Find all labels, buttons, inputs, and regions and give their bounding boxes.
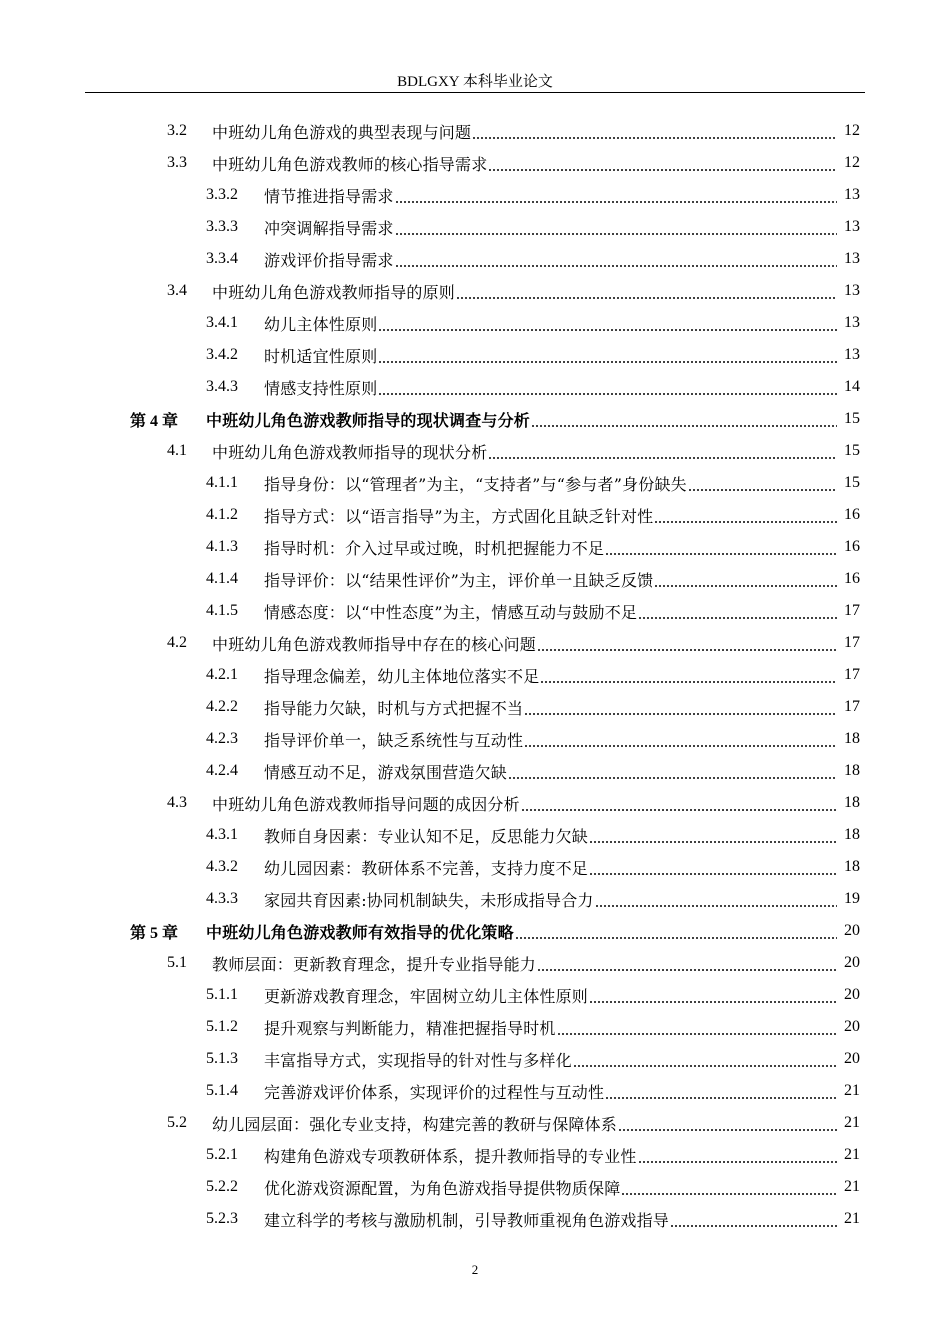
- toc-entry[interactable]: [206, 883, 860, 915]
- toc-dot-leader: [540, 674, 837, 684]
- toc-entry-page: 18: [844, 826, 860, 843]
- toc-dot-leader: [638, 1154, 837, 1164]
- toc-entry-title: 指导身份：以“管理者”为主，“支持者”与“参与者”身份缺失: [264, 474, 687, 494]
- toc-dot-leader: [537, 962, 837, 972]
- toc-entry-page: 15: [844, 474, 860, 491]
- toc-entry-title: 中班幼儿角色游戏教师指导的现状调查与分析: [206, 410, 531, 430]
- toc-entry-page: 20: [844, 1018, 860, 1035]
- toc-entry[interactable]: [206, 339, 860, 371]
- toc-entry-page: 21: [844, 1146, 860, 1163]
- toc-entry-number: 4.2.3: [206, 730, 238, 747]
- toc-entry-title: 中班幼儿角色游戏教师指导的原则: [212, 282, 456, 302]
- toc-dot-leader: [589, 866, 837, 876]
- toc-entry-title: 时机适宜性原则: [264, 346, 378, 366]
- toc-entry-title: 幼儿园层面：强化专业支持，构建完善的教研与保障体系: [212, 1114, 618, 1134]
- toc-entry-title: 指导理念偏差，幼儿主体地位落实不足: [264, 666, 540, 686]
- toc-dot-leader: [524, 706, 837, 716]
- toc-entry-page: 17: [844, 698, 860, 715]
- toc-entry-title: 幼儿主体性原则: [264, 314, 378, 334]
- toc-entry-number: 3.3.3: [206, 218, 238, 235]
- toc-entry[interactable]: [206, 211, 860, 243]
- toc-entry[interactable]: [206, 1203, 860, 1235]
- toc-entry-number: 4.3: [167, 794, 187, 811]
- toc-entry-number: 5.2.1: [206, 1146, 238, 1163]
- toc-entry-number: 4.3.3: [206, 890, 238, 907]
- toc-entry-title: 指导方式：以“语言指导”为主，方式固化且缺乏针对性: [264, 506, 654, 526]
- toc-entry-number: 3.4: [167, 282, 187, 299]
- toc-entry-number: 4.1.3: [206, 538, 238, 555]
- toc-entry[interactable]: [206, 1171, 860, 1203]
- toc-entry-title: 教师层面：更新教育理念，提升专业指导能力: [212, 954, 537, 974]
- toc-entry-page: 13: [844, 282, 860, 299]
- toc-entry-title: 更新游戏教育理念，牢固树立幼儿主体性原则: [264, 986, 589, 1006]
- toc-entry-number: 4.1.5: [206, 602, 238, 619]
- toc-entry-title: 中班幼儿角色游戏教师有效指导的优化策略: [206, 922, 514, 942]
- toc-entry[interactable]: [206, 723, 860, 755]
- toc-dot-leader: [531, 418, 837, 428]
- toc-entry[interactable]: [206, 499, 860, 531]
- toc-entry-title: 指导评价单一，缺乏系统性与互动性: [264, 730, 524, 750]
- toc-entry-number: 4.1.2: [206, 506, 238, 523]
- toc-entry-number: 4.2: [167, 634, 187, 651]
- page-number: 2: [471, 1262, 479, 1277]
- toc-entry-title: 完善游戏评价体系，实现评价的过程性与互动性: [264, 1082, 605, 1102]
- toc-entry[interactable]: [206, 243, 860, 275]
- toc-entry-title: 幼儿园因素：教研体系不完善，支持力度不足: [264, 858, 589, 878]
- toc-dot-leader: [557, 1026, 837, 1036]
- header-rule: [85, 92, 865, 93]
- toc-entry[interactable]: [206, 1011, 860, 1043]
- toc-dot-leader: [573, 1058, 837, 1068]
- toc-entry-page: 19: [844, 890, 860, 907]
- toc-entry-page: 21: [844, 1114, 860, 1131]
- toc-dot-leader: [654, 578, 837, 588]
- toc-entry[interactable]: [130, 915, 860, 947]
- toc-entry-page: 13: [844, 250, 860, 267]
- toc-dot-leader: [395, 194, 837, 204]
- toc-entry-title: 指导评价：以“结果性评价”为主，评价单一且缺乏反馈: [264, 570, 654, 590]
- toc-dot-leader: [537, 642, 837, 652]
- toc-entry-number: 5.2: [167, 1114, 187, 1131]
- toc-entry[interactable]: [167, 1107, 860, 1139]
- toc-entry[interactable]: [167, 275, 860, 307]
- toc-entry-number: 4.3.1: [206, 826, 238, 843]
- toc-entry-title: 指导时机：介入过早或过晚，时机把握能力不足: [264, 538, 605, 558]
- toc-entry-number: 3.4.3: [206, 378, 238, 395]
- toc-dot-leader: [515, 930, 837, 940]
- toc-dot-leader: [508, 770, 837, 780]
- toc-entry-title: 情感互动不足，游戏氛围营造欠缺: [264, 762, 508, 782]
- toc-entry-page: 17: [844, 666, 860, 683]
- toc-entry-number: 3.2: [167, 122, 187, 139]
- toc-dot-leader: [378, 322, 837, 332]
- toc-entry-number: 第 4 章: [130, 412, 179, 430]
- toc-entry-title: 教师自身因素：专业认知不足，反思能力欠缺: [264, 826, 589, 846]
- toc-entry[interactable]: [206, 307, 860, 339]
- toc-entry-title: 游戏评价指导需求: [264, 250, 394, 270]
- toc-entry[interactable]: [206, 819, 860, 851]
- toc-entry-page: 21: [844, 1210, 860, 1227]
- toc-entry-page: 13: [844, 314, 860, 331]
- toc-dot-leader: [688, 482, 837, 492]
- toc-dot-leader: [618, 1122, 837, 1132]
- toc-entry-page: 21: [844, 1082, 860, 1099]
- toc-entry-title: 提升观察与判断能力，精准把握指导时机: [264, 1018, 556, 1038]
- toc-entry-number: 第 5 章: [130, 924, 179, 942]
- toc-entry-number: 5.1.3: [206, 1050, 238, 1067]
- toc-entry-title: 情感支持性原则: [264, 378, 378, 398]
- toc-entry[interactable]: [206, 371, 860, 403]
- toc-entry-page: 14: [844, 378, 860, 395]
- toc-entry-number: 4.2.4: [206, 762, 238, 779]
- toc-entry[interactable]: [206, 179, 860, 211]
- toc-entry[interactable]: [206, 467, 860, 499]
- toc-dot-leader: [524, 738, 837, 748]
- toc-entry-page: 17: [844, 602, 860, 619]
- toc-entry-title: 建立科学的考核与激励机制，引导教师重视角色游戏指导: [264, 1210, 670, 1230]
- toc-dot-leader: [395, 258, 837, 268]
- toc-entry-title: 中班幼儿角色游戏的典型表现与问题: [212, 122, 472, 142]
- toc-entry-page: 15: [844, 410, 860, 427]
- toc-entry-title: 丰富指导方式，实现指导的针对性与多样化: [264, 1050, 572, 1070]
- toc-entry-page: 18: [844, 762, 860, 779]
- toc-entry-page: 12: [844, 122, 860, 139]
- toc-entry-page: 16: [844, 506, 860, 523]
- toc-entry-number: 5.1.2: [206, 1018, 238, 1035]
- toc-dot-leader: [589, 994, 837, 1004]
- toc-dot-leader: [589, 834, 837, 844]
- toc-entry-page: 13: [844, 186, 860, 203]
- toc-entry-page: 20: [844, 954, 860, 971]
- toc-entry[interactable]: [206, 659, 860, 691]
- toc-dot-leader: [670, 1218, 837, 1228]
- toc-entry[interactable]: [206, 1139, 860, 1171]
- toc-dot-leader: [456, 290, 837, 300]
- toc-entry-title: 中班幼儿角色游戏教师指导问题的成因分析: [212, 794, 520, 814]
- toc-entry-number: 3.4.1: [206, 314, 238, 331]
- toc-entry-page: 18: [844, 794, 860, 811]
- toc-dot-leader: [605, 546, 837, 556]
- toc-entry[interactable]: [130, 403, 860, 435]
- toc-entry-title: 中班幼儿角色游戏教师指导的现状分析: [212, 442, 488, 462]
- toc-entry-number: 4.1.4: [206, 570, 238, 587]
- toc-dot-leader: [378, 354, 837, 364]
- toc-entry-number: 4.1: [167, 442, 187, 459]
- toc-entry-page: 16: [844, 570, 860, 587]
- toc-entry-page: 12: [844, 154, 860, 171]
- toc-entry-page: 18: [844, 730, 860, 747]
- toc-entry-page: 17: [844, 634, 860, 651]
- toc-dot-leader: [395, 226, 837, 236]
- toc-entry-title: 冲突调解指导需求: [264, 218, 394, 238]
- toc-entry-page: 16: [844, 538, 860, 555]
- toc-entry-number: 5.2.3: [206, 1210, 238, 1227]
- toc-entry[interactable]: [206, 595, 860, 627]
- toc-entry[interactable]: [206, 563, 860, 595]
- toc-entry[interactable]: [167, 627, 860, 659]
- toc-entry-page: 21: [844, 1178, 860, 1195]
- toc-dot-leader: [488, 162, 837, 172]
- toc-entry-title: 优化游戏资源配置，为角色游戏指导提供物质保障: [264, 1178, 621, 1198]
- page-header: BDLGXY 本科毕业论文: [397, 74, 553, 90]
- toc-entry-page: 13: [844, 346, 860, 363]
- toc-entry[interactable]: [167, 115, 860, 147]
- toc-dot-leader: [621, 1186, 837, 1196]
- toc-entry-number: 3.3.2: [206, 186, 238, 203]
- toc-entry-number: 5.2.2: [206, 1178, 238, 1195]
- toc-dot-leader: [638, 610, 837, 620]
- toc-entry-page: 18: [844, 858, 860, 875]
- toc-entry[interactable]: [206, 1043, 860, 1075]
- toc-entry[interactable]: [167, 947, 860, 979]
- toc-entry[interactable]: [206, 691, 860, 723]
- toc-entry[interactable]: [206, 851, 860, 883]
- toc-entry-title: 中班幼儿角色游戏教师指导中存在的核心问题: [212, 634, 537, 654]
- toc-entry-page: 20: [844, 922, 860, 939]
- toc-dot-leader: [472, 130, 837, 140]
- toc-entry-number: 5.1.4: [206, 1082, 238, 1099]
- toc-dot-leader: [605, 1090, 837, 1100]
- toc-entry-number: 4.2.1: [206, 666, 238, 683]
- toc-entry-title: 中班幼儿角色游戏教师的核心指导需求: [212, 154, 488, 174]
- toc-entry[interactable]: [206, 531, 860, 563]
- toc-dot-leader: [595, 898, 837, 908]
- toc-entry-title: 指导能力欠缺，时机与方式把握不当: [264, 698, 524, 718]
- toc-entry-number: 3.4.2: [206, 346, 238, 363]
- toc-entry-page: 20: [844, 986, 860, 1003]
- toc-dot-leader: [654, 514, 837, 524]
- toc-dot-leader: [521, 802, 837, 812]
- toc-entry[interactable]: [206, 979, 860, 1011]
- toc-entry-number: 4.3.2: [206, 858, 238, 875]
- toc-entry-number: 5.1: [167, 954, 187, 971]
- toc-dot-leader: [488, 450, 837, 460]
- toc-entry[interactable]: [167, 147, 860, 179]
- toc-entry-number: 4.2.2: [206, 698, 238, 715]
- toc-entry-number: 3.3: [167, 154, 187, 171]
- toc-entry-page: 20: [844, 1050, 860, 1067]
- toc-entry-page: 15: [844, 442, 860, 459]
- toc-entry-number: 3.3.4: [206, 250, 238, 267]
- toc-entry-number: 4.1.1: [206, 474, 238, 491]
- toc-entry-title: 构建角色游戏专项教研体系，提升教师指导的专业性: [264, 1146, 637, 1166]
- toc-entry[interactable]: [206, 1075, 860, 1107]
- toc-entry-title: 情感态度：以“中性态度”为主，情感互动与鼓励不足: [264, 602, 638, 622]
- toc-dot-leader: [378, 386, 837, 396]
- toc-entry[interactable]: [167, 787, 860, 819]
- toc-entry-title: 家园共育因素:协同机制缺失，未形成指导合力: [264, 890, 594, 910]
- toc-entry-title: 情节推进指导需求: [264, 186, 394, 206]
- toc-entry[interactable]: [167, 435, 860, 467]
- toc-entry-number: 5.1.1: [206, 986, 238, 1003]
- toc-entry[interactable]: [206, 755, 860, 787]
- toc-entry-page: 13: [844, 218, 860, 235]
